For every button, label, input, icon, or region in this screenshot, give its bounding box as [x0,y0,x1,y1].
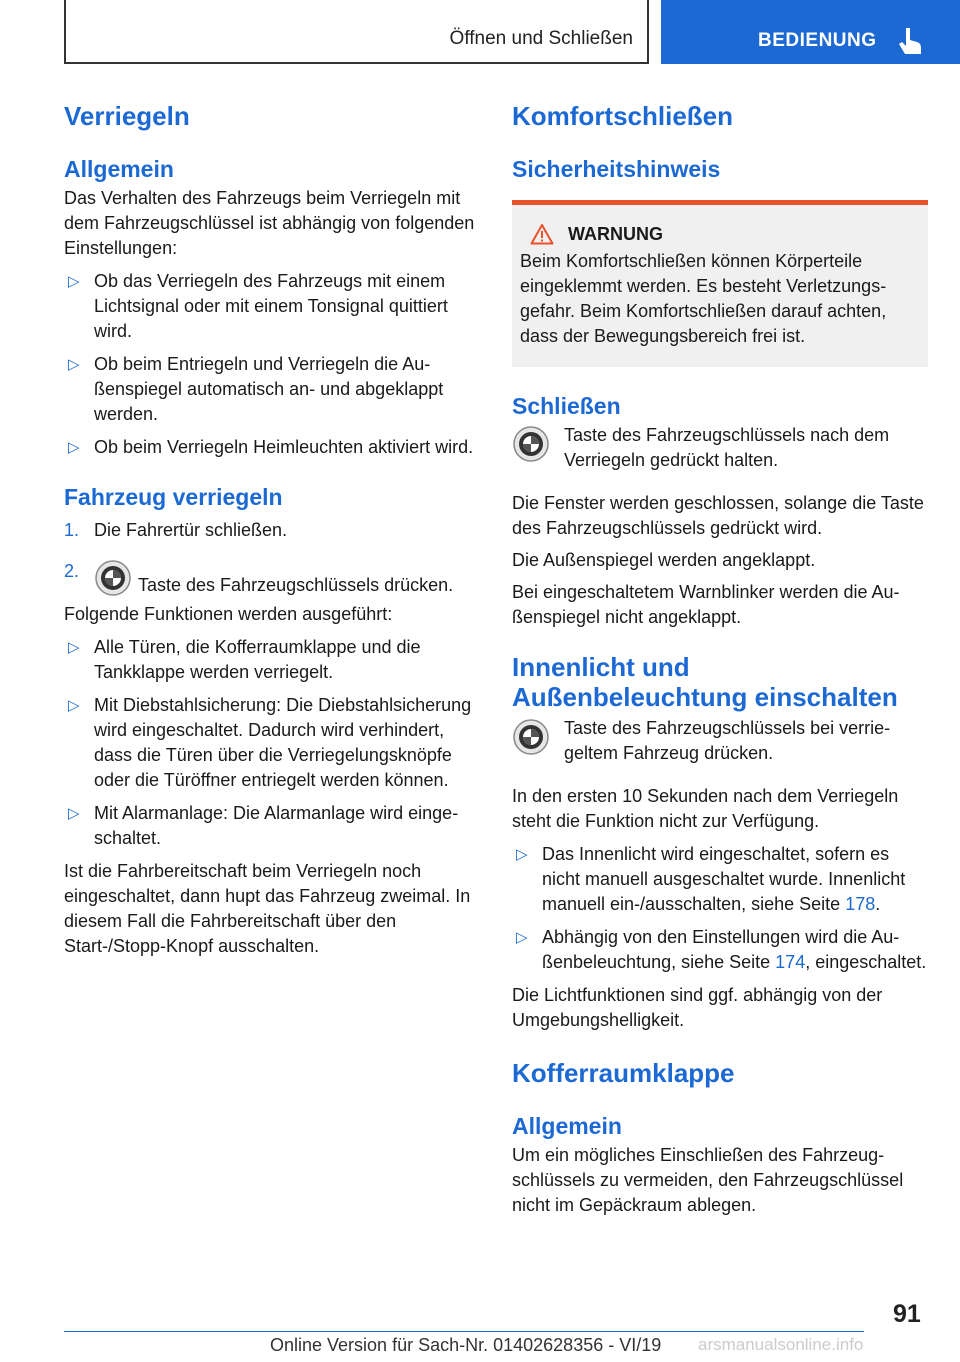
heading-innenlicht: Innenlicht und Außenbeleuchtung einschalten [512,652,898,712]
triangle-bullet-icon: ▷ [68,805,80,822]
triangle-bullet-icon: ▷ [68,356,80,373]
header-section-box [64,0,649,64]
hand-pointer-icon [897,26,923,56]
page-link-174[interactable]: 174 [775,952,806,972]
koffer-text: Um ein mögliches Einschließen des Fahrzeugschlüssels zu vermeiden, den Fahrzeugschlüssel nicht im Gepäckraum ablegen. [512,1145,904,1215]
heading-sicherheitshinweis: Sicherheitshinweis [512,156,721,182]
list-item: ▷ Abhängig von den Einstellungen wird die Außenbeleuchtung, siehe Seite 174, eingeschaltet. [516,927,927,972]
chapter-tab[interactable] [661,0,960,64]
key-instruction: Taste des Fahrzeugschlüssels nach dem Verriegeln gedrückt halten. [512,423,928,473]
fahrbereitschaft-text: Ist die Fahrbereitschaft beim Verriegeln noch eingeschaltet, dann hupt das Fahrzeug zweimal. In diesem Fall die Fahrbereitschaft über den Start-/Stopp-Knopf ausschalten. [64,861,471,956]
functions-intro: Folgende Funktionen werden ausgeführt: [64,604,393,624]
triangle-bullet-icon: ▷ [68,697,80,714]
list-item: ▷ Mit Alarmanlage: Die Alarmanlage wird eingeschaltet. [68,803,459,848]
schliessen-text-1: Die Fenster werden geschlossen, solange die Taste des Fahrzeugschlüssels gedrückt wird. [512,493,924,538]
key-instruction: Taste des Fahrzeugschlüssels bei verriegeltem Fahrzeug drücken. [512,716,928,766]
warning-label: WARNUNG [568,223,663,244]
online-version-text: Online Version für Sach-Nr. 01402628356 - VI/19 [270,1335,662,1355]
triangle-bullet-icon: ▷ [516,846,528,863]
triangle-bullet-icon: ▷ [68,639,80,656]
heading-allgemein: Allgemein [64,156,174,182]
settings-list [64,269,479,460]
innenlicht-text-2: Die Lichtfunktionen sind ggf. abhängig von der Umgebungshelligkeit. [512,985,883,1030]
triangle-bullet-icon: ▷ [68,439,80,456]
innenlicht-list [512,842,928,975]
list-item: ▷ Ob beim Verriegeln Heimleuchten aktiviert wird. [64,435,479,460]
heading-kofferraumklappe: Kofferraumklappe [512,1058,735,1088]
list-item: ▷ Ob das Verriegeln des Fahrzeugs mit einem Lichtsignal oder mit einem Tonsignal quittiert wird. [68,271,448,341]
right-column [512,100,928,1218]
heading-schliessen: Schließen [512,393,621,419]
functions-list [64,635,479,851]
heading-fahrzeug-verriegeln: Fahrzeug verriegeln [64,484,283,510]
heading-koffer-allgemein: Allgemein [512,1113,622,1139]
footer-divider [64,1331,864,1332]
page-number: 91 [893,1300,921,1328]
key-button-icon [512,718,550,756]
left-column [64,100,479,959]
list-item: ▷ Mit Diebstahlsicherung: Die Diebstahlsicherung wird eingeschaltet. Dadurch wird verhindert, dass die Türen über die Verriegelungsknöpfe oder die Türöffner entriegelt werden können. [68,695,472,790]
steps-list [64,518,479,598]
list-item: ▷ Alle Türen, die Kofferraumklappe und die Tankklappe werden verriegelt. [68,637,421,682]
warning-triangle-icon [530,223,554,245]
step-item: 1. Die Fahrertür schließen. [64,520,288,540]
schliessen-text-2: Die Außenspiegel werden angeklappt. [512,550,816,570]
innenlicht-text-1: In den ersten 10 Sekunden nach dem Verriegeln steht die Funktion nicht zur Verfügung. [512,786,899,831]
warning-header [520,223,920,245]
heading-verriegeln: Verriegeln [64,101,190,131]
section-title: Öffnen und Schließen [449,28,633,49]
allgemein-text: Das Verhalten des Fahrzeugs beim Verriegeln mit dem Fahrzeugschlüssel ist abhängig von folgenden Einstellungen: [64,188,475,258]
page-link-178[interactable]: 178 [845,894,876,914]
triangle-bullet-icon: ▷ [68,273,80,290]
chapter-label: BEDIENUNG [758,30,877,51]
schliessen-text-3: Bei eingeschaltetem Warnblinker werden die Außenspiegel nicht angeklappt. [512,582,900,627]
step-item: 2. Taste des Fahrzeugschlüssels drücken. [64,561,454,595]
key-button-icon [94,559,132,597]
list-item: ▷ Ob beim Entriegeln und Verriegeln die Außenspiegel automatisch an- und abgeklappt werden. [68,354,444,424]
triangle-bullet-icon: ▷ [516,929,528,946]
warning-text: Beim Komfortschließen können Körperteile eingeklemmt werden. Es besteht Verletzungsgefahr. Beim Komfortschließen darauf achten, dass der Bewegungsbereich frei ist. [520,251,887,346]
list-item: ▷ Das Innenlicht wird eingeschaltet, sofern es nicht manuell ausgeschaltet wurde. Innenlicht manuell ein-/ausschalten, siehe Seite 178. [516,844,906,914]
warning-box [512,200,928,367]
heading-komfortschliessen: Komfortschließen [512,101,734,131]
key-button-icon [512,425,550,463]
watermark-text: arsmanualsonline.info [698,1335,864,1354]
